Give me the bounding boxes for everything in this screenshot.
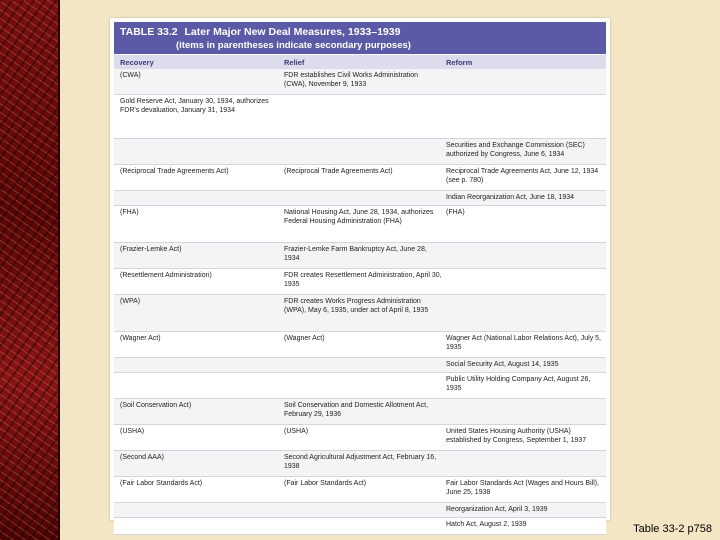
cell-relief: Second Agricultural Adjustment Act, February 16, 1938 — [284, 454, 437, 470]
column-header-reform: Reform — [446, 58, 473, 67]
cell-reform: Reciprocal Trade Agreements Act, June 12, 1934 (see p. 780) — [446, 168, 599, 184]
table-row — [114, 518, 606, 535]
table-row — [114, 503, 606, 518]
table-row — [114, 206, 606, 243]
table-row — [114, 269, 606, 295]
table-row — [114, 95, 606, 139]
column-header-relief: Relief — [284, 58, 305, 67]
cell-recovery: (FHA) — [120, 209, 139, 216]
table-header — [114, 22, 606, 54]
cell-relief: FDR creates Works Progress Administration (WPA), May 6, 1935, under act of April 8, 1935 — [284, 298, 429, 314]
cell-recovery: (Resettlement Administration) — [120, 272, 212, 279]
cell-reform: United States Housing Authority (USHA) established by Congress, September 1, 1937 — [446, 428, 587, 444]
table-row — [114, 165, 606, 191]
cell-reform: Securities and Exchange Commission (SEC) authorized by Congress, June 6, 1934 — [446, 142, 585, 158]
table-row — [114, 69, 606, 95]
cell-relief: (Reciprocal Trade Agreements Act) — [284, 168, 393, 175]
cell-reform: Fair Labor Standards Act (Wages and Hours Bill), June 25, 1938 — [446, 480, 600, 496]
cell-recovery: (Soil Conservation Act) — [120, 402, 192, 409]
cell-reform: Public Utility Holding Company Act, August 26, 1935 — [446, 376, 591, 392]
cell-reform: Wagner Act (National Labor Relations Act), July 5, 1935 — [446, 335, 601, 351]
cell-recovery: (Frazier-Lemke Act) — [120, 246, 182, 253]
cell-relief: Soil Conservation and Domestic Allotment Act, February 29, 1936 — [284, 402, 428, 418]
cell-recovery: (WPA) — [120, 298, 141, 305]
column-header-recovery: Recovery — [120, 58, 154, 67]
table-body — [114, 69, 606, 535]
cell-relief: (Wagner Act) — [284, 335, 325, 342]
cell-reform: (FHA) — [446, 209, 465, 216]
cell-reform: Indian Reorganization Act, June 18, 1934 — [446, 194, 575, 201]
cell-relief: FDR establishes Civil Works Administration (CWA), November 9, 1933 — [284, 72, 419, 88]
cell-recovery: Gold Reserve Act, January 30, 1934, authorizes FDR's devaluation, January 31, 1934 — [120, 98, 269, 114]
marble-border — [0, 0, 60, 540]
cell-recovery: (Wagner Act) — [120, 335, 161, 342]
table-row — [114, 373, 606, 399]
table-number: TABLE 33.2 — [120, 26, 178, 38]
table-subtitle: (items in parentheses indicate secondary purposes) — [176, 40, 411, 51]
cell-reform: Social Security Act, August 14, 1935 — [446, 361, 559, 368]
table-row — [114, 399, 606, 425]
table-row — [114, 477, 606, 503]
table-row — [114, 243, 606, 269]
table-row — [114, 425, 606, 451]
cell-reform: Hatch Act, August 2, 1939 — [446, 521, 527, 528]
cell-recovery: (Second AAA) — [120, 454, 164, 461]
slide-caption: Table 33-2 p758 — [633, 523, 712, 535]
cell-recovery: (USHA) — [120, 428, 145, 435]
column-header-row — [114, 55, 606, 69]
table-row — [114, 139, 606, 165]
cell-recovery: (Fair Labor Standards Act) — [120, 480, 203, 487]
table-row — [114, 332, 606, 358]
cell-relief: Frazier-Lemke Farm Bankruptcy Act, June 28, 1934 — [284, 246, 427, 262]
table-sheet — [110, 18, 610, 528]
cell-recovery: (Reciprocal Trade Agreements Act) — [120, 168, 229, 175]
table-row — [114, 358, 606, 373]
table-row — [114, 295, 606, 332]
cell-relief: National Housing Act, June 28, 1934, authorizes Federal Housing Administration (FHA) — [284, 209, 434, 225]
table-title-text: Later Major New Deal Measures, 1933–1939 — [184, 26, 401, 38]
cell-reform: Reorganization Act, April 3, 1939 — [446, 506, 548, 513]
cell-relief: (Fair Labor Standards Act) — [284, 480, 367, 487]
cell-relief: FDR creates Resettlement Administration, April 30, 1935 — [284, 272, 442, 288]
cell-relief: (USHA) — [284, 428, 309, 435]
cell-recovery: (CWA) — [120, 72, 141, 79]
table-row — [114, 451, 606, 477]
table-title — [120, 26, 400, 38]
table-row — [114, 191, 606, 206]
